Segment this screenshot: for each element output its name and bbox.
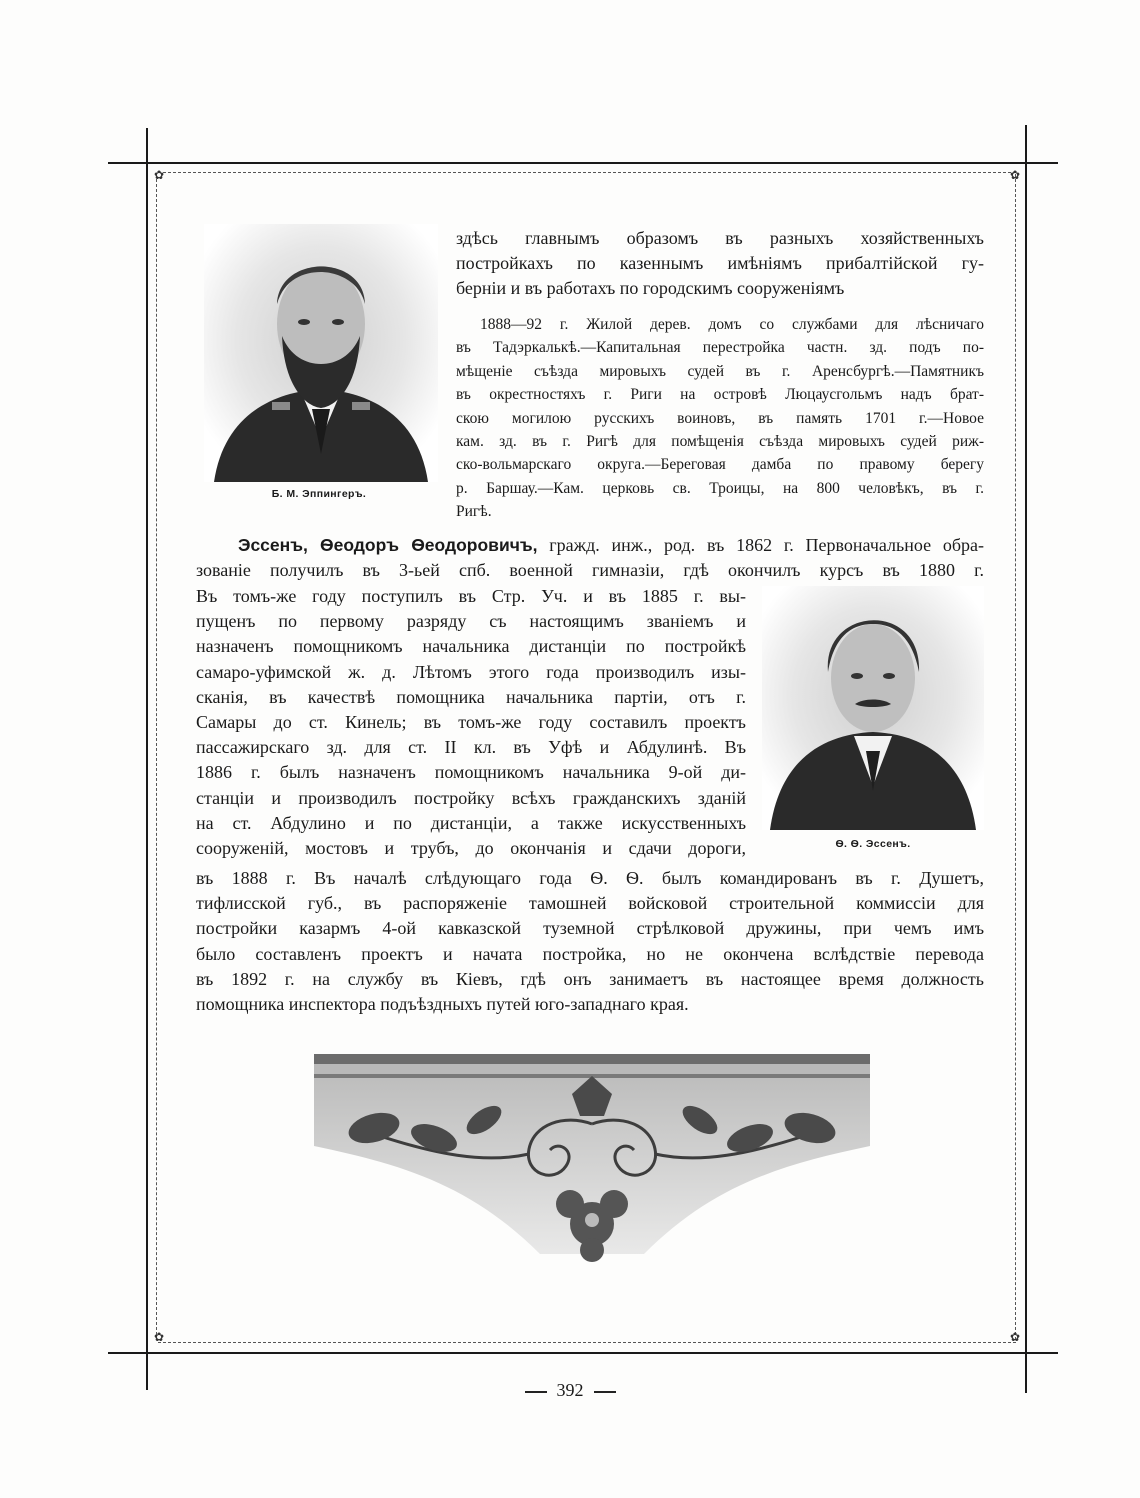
biography-line: тифлисской губ., въ распоряженіе тамошней войсковой строительной коммиссіи для [196,893,984,914]
page-number-dash-left [525,1391,547,1393]
page-number [0,1380,1140,1401]
upper-text-line: берніи и въ работахъ по городскимъ сооруженіямъ [456,278,845,299]
corner-ornament-tl: ✿ [153,168,165,182]
works-line: р. Баршау.—Кам. церковь св. Троицы, на 800 человѣкъ, въ г. [456,479,984,497]
upper-text-line: здѣсь главнымъ образомъ въ разныхъ хозяйственныхъ [456,228,984,248]
biography-line: сооруженій, мостовъ и трубъ, до окончанія и сдачи дороги, [196,838,746,859]
corner-ornament-tr: ✿ [1009,168,1021,182]
portrait-essen-caption: Ѳ. Ѳ. Эссенъ. [835,838,911,850]
biography-line: помощника инспектора подъѣздныхъ путей юго-западнаго края. [196,994,689,1015]
upper-text-line: постройкахъ по казеннымъ имѣніямъ прибалтійской гу- [456,253,984,274]
biography-line: зованіе получилъ въ 3-ьей спб. военной гимназіи, гдѣ окончилъ курсъ въ 1880 г. [196,560,984,581]
biography-line: Самары до ст. Кинель; въ томъ-же году составилъ проектъ [196,712,746,733]
works-line: мѣщеніе съѣзда мировыхъ судей въ г. Аренсбургѣ.—Памятникъ [456,362,984,380]
frame-top-rule [108,162,1058,164]
biography-line: самаро-уфимской ж. д. Лѣтомъ этого года производилъ изы- [196,661,746,682]
biography-line: пассажирскаго зд. для ст. II кл. въ Уфѣ и Абдулинѣ. Въ [196,737,746,758]
works-line: скою могилою русскихъ воиновъ, въ память 1701 г.—Новое [456,409,984,427]
biography-line: 1886 г. былъ назначенъ помощникомъ начальника 9-ой ди- [196,762,746,783]
works-line: Ригѣ. [456,503,492,521]
frame-inner-left [156,174,157,1340]
works-line: въ окрестностяхъ г. Риги на островѣ Люцаусгольмъ надъ брат- [456,386,984,404]
works-line: кам. зд. въ г. Ригѣ для помѣщенія съѣзда мировыхъ судей риж- [456,433,984,451]
frame-right-rule [1025,125,1027,1393]
page-number-value: 392 [556,1380,584,1400]
corner-ornament-bl: ✿ [153,1330,165,1344]
biography-line: въ 1888 г. Въ началѣ слѣдующаго года Ѳ. Ѳ. былъ командированъ въ г. Душетъ, [196,868,984,888]
works-line: въ Тадэркалькѣ.—Капитальная перестройка частн. зд. подъ по- [456,339,984,357]
biography-line: сканія, въ качествѣ помощника начальника партіи, отъ г. [196,686,746,707]
biography-line: пущенъ по первому разряду съ настоящимъ званіемъ и [196,611,746,632]
biography-line: назначенъ помощникомъ начальника дистанціи по постройкѣ [196,636,746,657]
portrait-eppinger [204,224,438,482]
biography-line: Въ томъ-же году поступилъ въ Стр. Уч. и въ 1885 г. вы- [196,586,746,606]
biography-top [196,533,984,583]
biography-line: въ 1892 г. на службу въ Кіевъ, гдѣ онъ занимаетъ въ настоящее время должность [196,968,984,989]
biography-bottom [196,866,984,1017]
biography-name: Эссенъ, Ѳеодоръ Ѳеодоровичъ, [238,535,538,555]
frame-left-rule [146,128,148,1390]
biography-line: на ст. Абдулино и по дистанціи, а также искусственныхъ [196,812,746,833]
portrait-eppinger-caption: Б. М. Эппингеръ. [271,488,367,500]
frame-inner-right [1015,174,1016,1340]
frame-inner-bottom [158,1342,1016,1343]
works-list [456,313,984,524]
biography-line: было составленъ проектъ и начата постройка, но не окончена вслѣдствіе перевода [196,943,984,964]
biography-narrow [196,584,746,861]
biography-first-line [196,533,984,558]
frame-inner-top [158,172,1016,173]
upper-text-block [456,226,984,302]
biography-line: постройки казармъ 4-ой кавказской туземной стрѣлковой дружины, при чемъ имъ [196,918,984,939]
page-number-dash-right [594,1391,616,1393]
corner-ornament-br: ✿ [1009,1330,1021,1344]
works-line: ско-вольмарскаго округа.—Береговая дамба по правому берегу [456,456,984,474]
works-line: 1888—92 г. Жилой дерев. домъ со службами для лѣсничаго [480,316,984,333]
biography-line: станціи и производилъ постройку всѣхъ гражданскихъ зданій [196,787,746,808]
ornament-tailpiece [314,1054,870,1286]
biography-first-line-rest: гражд. инж., род. въ 1862 г. Первоначальное обра- [537,535,984,555]
portrait-essen [762,586,984,830]
frame-bottom-rule [108,1352,1058,1354]
